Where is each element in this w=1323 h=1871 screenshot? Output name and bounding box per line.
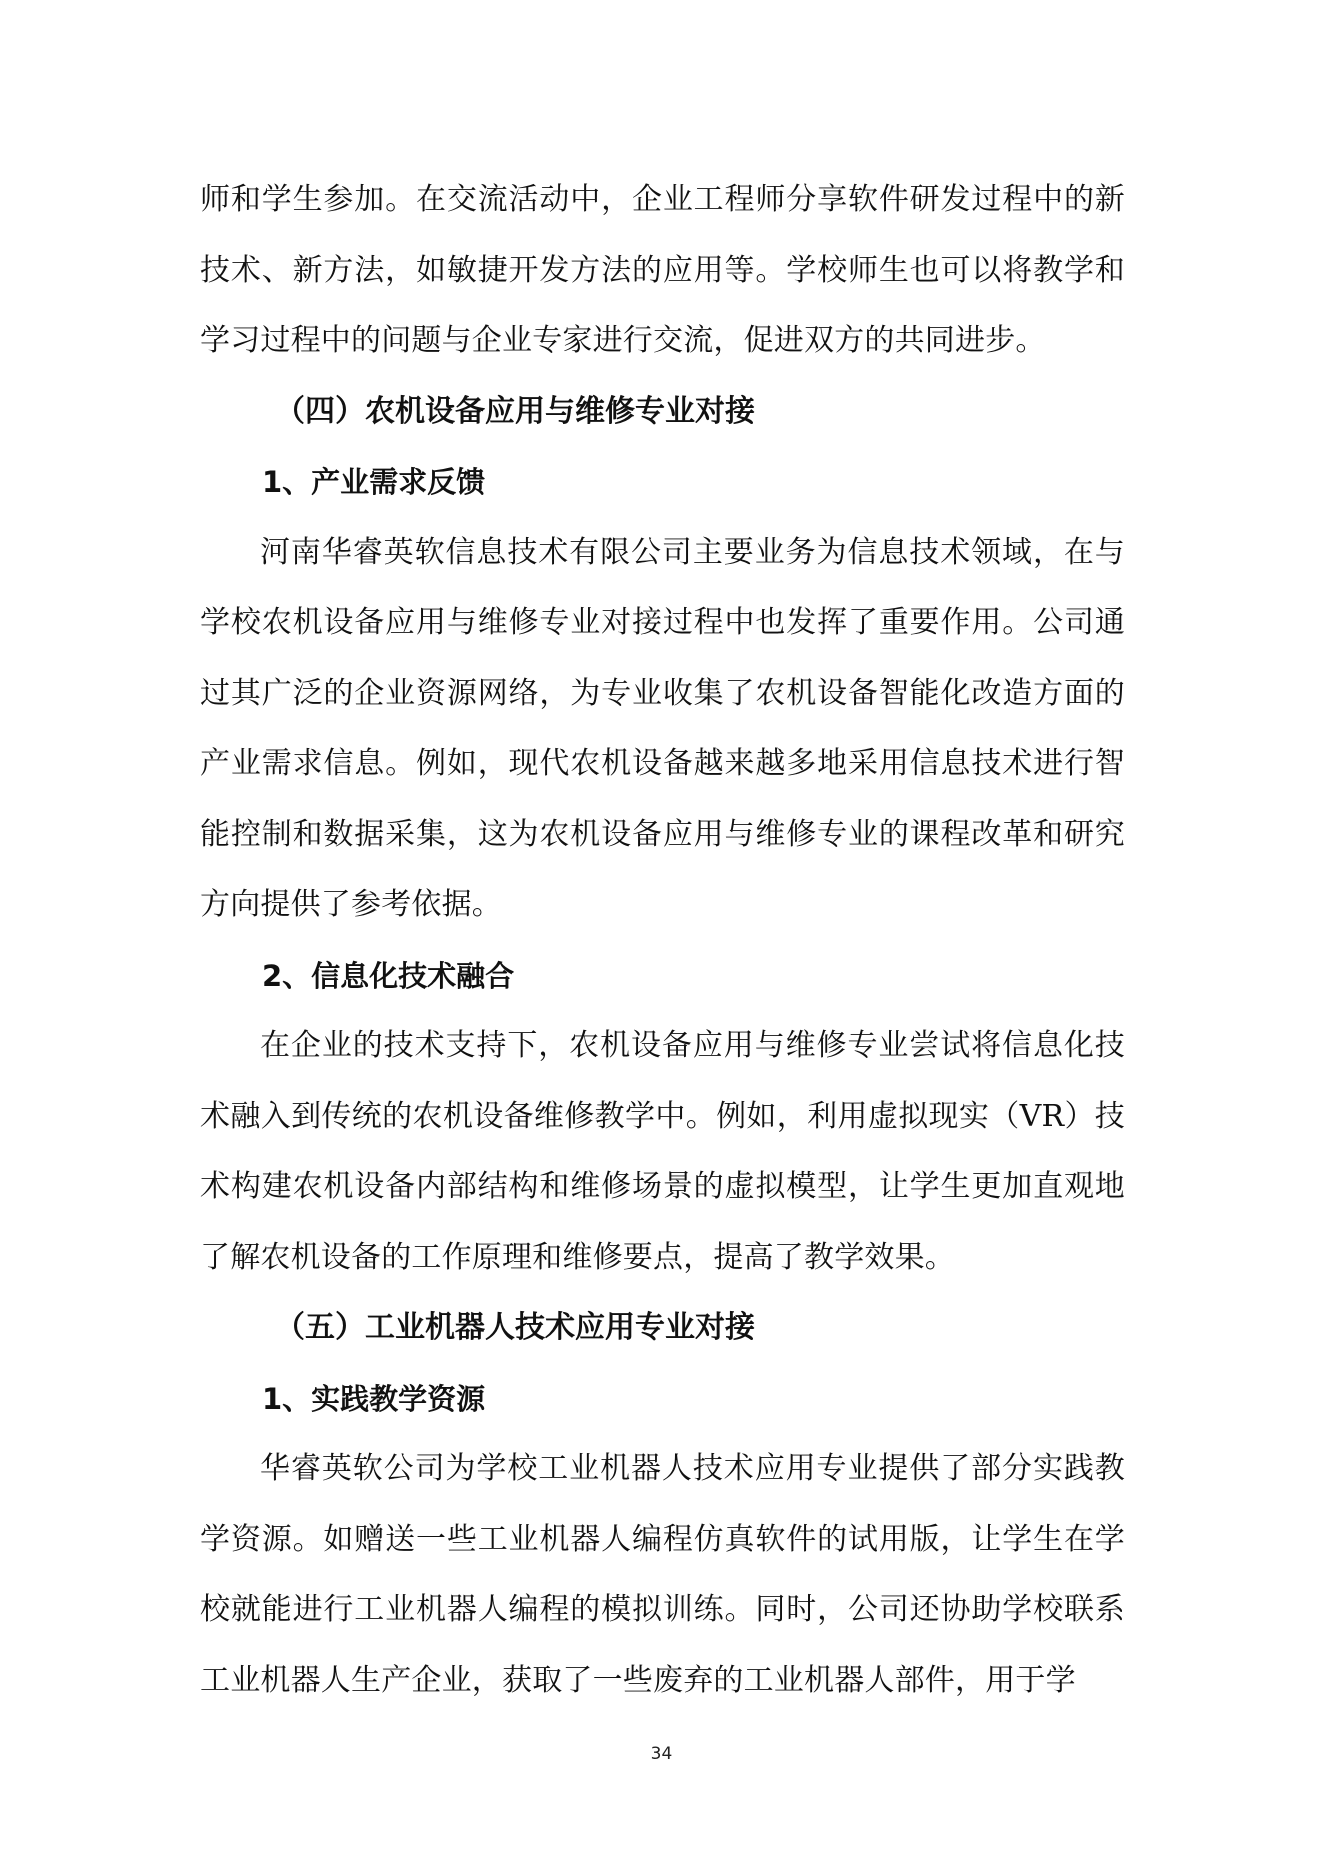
paragraph-industry-demand: 河南华睿英软信息技术有限公司主要业务为信息技术领域，在与学校农机设备应用与维修专业对接过程中也发挥了重要作用。公司通过其广泛的企业资源网络，为专业收集了农机设备智能化改造方面的产业需求信息。例如，现代农机设备越来越多地采用信息技术进行智能控制和数据采集，这为农机设备应用与维修专业的课程改革和研究方向提供了参考依据。 [200, 534, 1125, 922]
subsection-heading-industry-demand: 1、产业需求反馈 [262, 465, 486, 499]
page-number: 34 [650, 1744, 673, 1764]
paragraph-practice-resources: 华睿英软公司为学校工业机器人技术应用专业提供了部分实践教学资源。如赠送一些工业机器人编程仿真软件的试用版，让学生在学校就能进行工业机器人编程的模拟训练。同时，公司还协助学校联系工业机器人生产企业，获取了一些废弃的工业机器人部件，用于学 [200, 1451, 1125, 1698]
section-heading-4: （四）农机设备应用与维修专业对接 [275, 393, 755, 429]
page-body [200, 165, 1125, 1716]
section-heading-5: （五）工业机器人技术应用专业对接 [275, 1310, 755, 1345]
paragraph-it-integration: 在企业的技术支持下，农机设备应用与维修专业尝试将信息化技术融入到传统的农机设备维修教学中。例如，利用虚拟现实（VR）技术构建农机设备内部结构和维修场景的虚拟模型，让学生更加直观地了解农机设备的工作原理和维修要点，提高了教学效果。 [200, 1028, 1125, 1275]
paragraph-continued: 师和学生参加。在交流活动中，企业工程师分享软件研发过程中的新技术、新方法，如敏捷开发方法的应用等。学校师生也可以将教学和学习过程中的问题与企业专家进行交流，促进双方的共同进步。 [200, 182, 1125, 358]
subsection-heading-it-integration: 2、信息化技术融合 [262, 958, 515, 993]
subsection-heading-practice-resources: 1、实践教学资源 [262, 1381, 486, 1416]
